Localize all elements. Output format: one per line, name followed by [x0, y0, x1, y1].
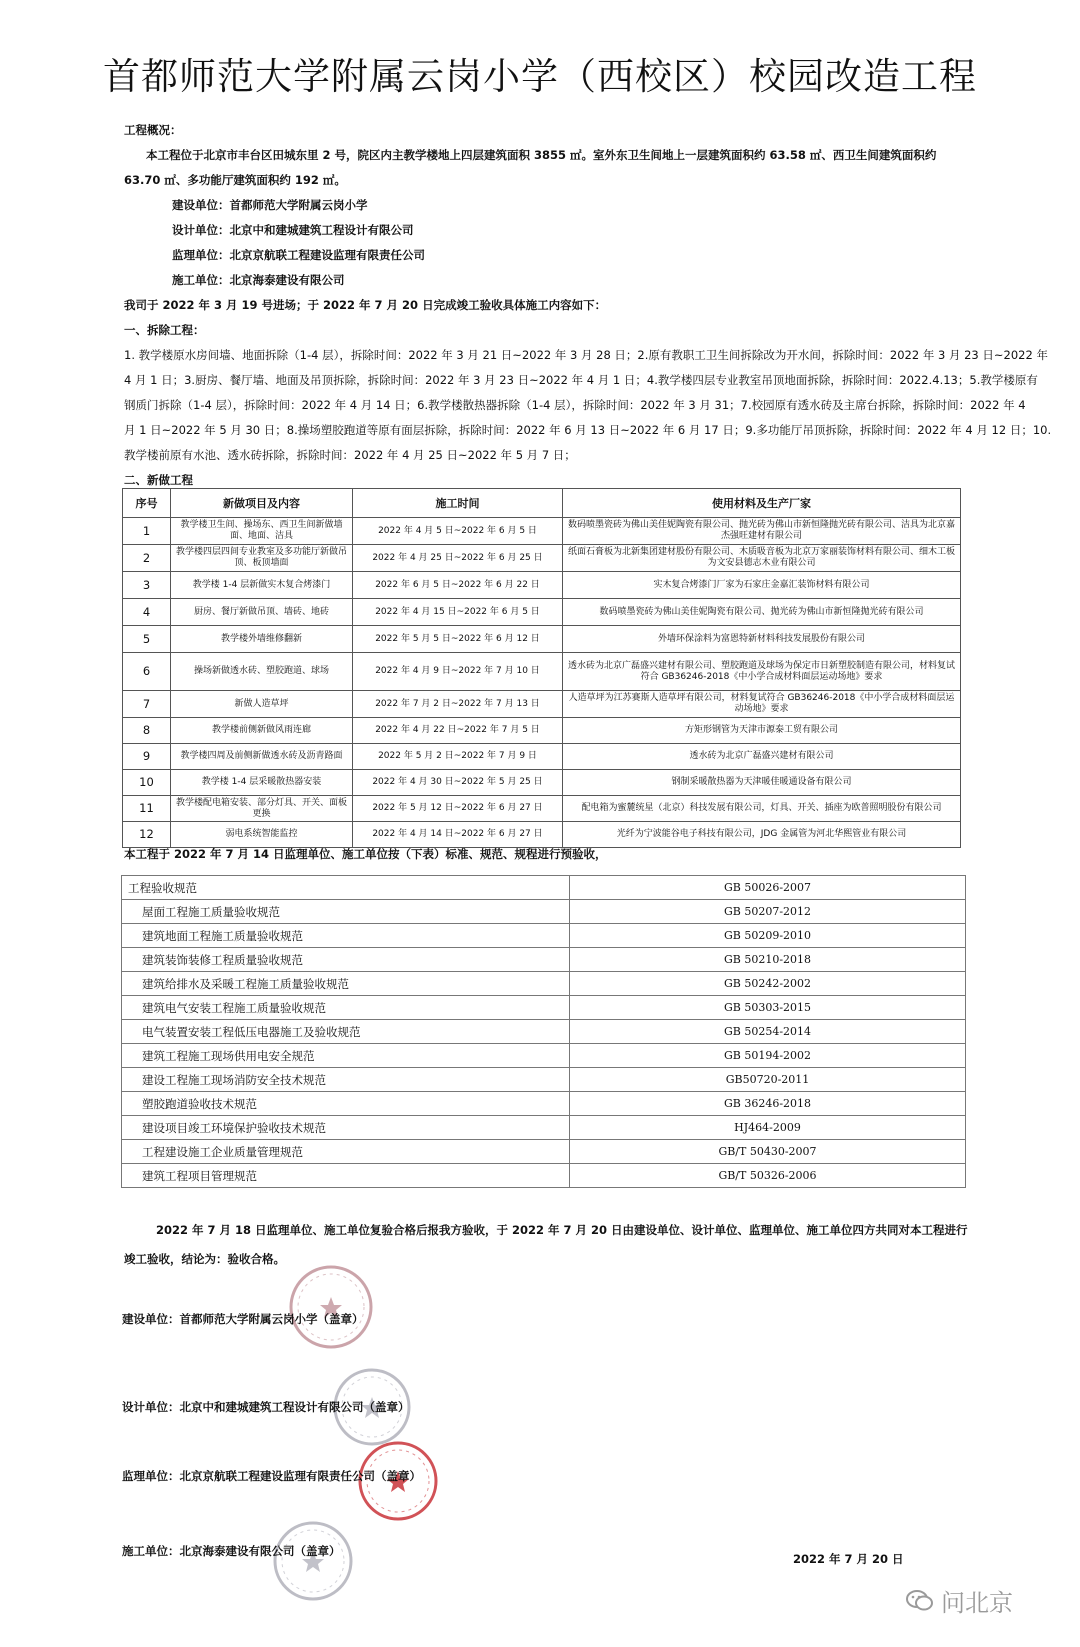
- standard-name: 建筑电气安装工程施工质量验收规范: [122, 996, 570, 1020]
- row-item: 新做人造草坪: [171, 691, 353, 718]
- row-time: 2022 年 4 月 9 日~2022 年 7 月 10 日: [353, 653, 563, 691]
- demolition-line: 1. 教学楼原水房间墙、地面拆除（1-4 层），拆除时间：2022 年 3 月 21 日~2022 年 3 月 28 日；2.原有教职工卫生间拆除改为开水间，拆除时间：2022 年 3 月 23 日~2022 年: [124, 348, 1048, 362]
- row-item: 教学楼卫生间、操场东、西卫生间新做墙面、地面、洁具: [171, 518, 353, 545]
- standard-name: 工程建设施工企业质量管理规范: [122, 1140, 570, 1164]
- new-works-table: [122, 488, 961, 848]
- table-row: [122, 1092, 966, 1116]
- row-material: 钢制采暖散热器为天津暖佳暖通设备有限公司: [563, 770, 961, 796]
- signature-construction-unit: 建设单位：首都师范大学附属云岗小学（盖章）: [122, 1312, 364, 1326]
- row-time: 2022 年 7 月 2 日~2022 年 7 月 13 日: [353, 691, 563, 718]
- row-item: 教学楼四周及前侧新做透水砖及沥青路面: [171, 744, 353, 770]
- standard-code: GB 50303-2015: [570, 996, 966, 1020]
- row-item: 教学楼配电箱安装、部分灯具、开关、面板更换: [171, 796, 353, 822]
- standard-name: 建设项目竣工环境保护验收技术规范: [122, 1116, 570, 1140]
- row-material: 人造草坪为江苏赛斯人造草坪有限公司，材料复试符合 GB36246-2018《中小学合成材料面层运动场地》要求: [563, 691, 961, 718]
- document-title: 首都师范大学附属云岗小学（西校区）校园改造工程: [103, 55, 977, 98]
- row-time: 2022 年 4 月 15 日~2022 年 6 月 5 日: [353, 599, 563, 626]
- standard-code: GB 50026-2007: [570, 876, 966, 900]
- row-material: 数码喷墨瓷砖为佛山美佳妮陶瓷有限公司、抛光砖为佛山市新恒隆抛光砖有限公司、洁具为北京嘉杰强旺建材有限公司: [563, 518, 961, 545]
- row-item: 教学楼外墙维修翻新: [171, 626, 353, 653]
- standard-code: GB/T 50430-2007: [570, 1140, 966, 1164]
- row-time: 2022 年 4 月 14 日~2022 年 6 月 27 日: [353, 822, 563, 848]
- row-time: 2022 年 4 月 5 日~2022 年 6 月 5 日: [353, 518, 563, 545]
- schedule-line: 我司于 2022 年 3 月 19 号进场；于 2022 年 7 月 20 日完成竣工验收具体施工内容如下：: [124, 298, 607, 312]
- table-row: [123, 653, 961, 691]
- row-no: 4: [123, 599, 171, 626]
- row-item: 教学楼 1-4 层新做实木复合烤漆门: [171, 572, 353, 599]
- column-header-material: 使用材料及生产厂家: [563, 489, 961, 518]
- table-row: [123, 744, 961, 770]
- overview-paragraph-2: 63.70 ㎡、多功能厅建筑面积约 192 ㎡。: [124, 173, 346, 187]
- overview-heading: 工程概况：: [124, 123, 182, 137]
- column-header-no: 序号: [123, 489, 171, 518]
- row-time: 2022 年 5 月 2 日~2022 年 7 月 9 日: [353, 744, 563, 770]
- table-row: [122, 900, 966, 924]
- construction-unit-seal-icon: [286, 1262, 376, 1352]
- row-no: 5: [123, 626, 171, 653]
- demolition-line: 月 1 日~2022 年 5 月 30 日；8.操场塑胶跑道等原有面层拆除，拆除时间：2022 年 6 月 13 日~2022 年 6 月 17 日；9.多功能厅吊顶拆除，拆除时间：2022 年 4 月 12 日；10.: [124, 423, 1052, 437]
- contractor-seal-icon: [270, 1518, 356, 1604]
- table-row: [123, 718, 961, 744]
- table-row: [122, 1140, 966, 1164]
- row-material: 数码喷墨瓷砖为佛山美佳妮陶瓷有限公司、抛光砖为佛山市新恒隆抛光砖有限公司: [563, 599, 961, 626]
- signature-supervision-unit: 监理单位：北京京航联工程建设监理有限责任公司（盖章）: [122, 1469, 421, 1483]
- standard-name: 电气装置安装工程低压电器施工及验收规范: [122, 1020, 570, 1044]
- table-row: [122, 1020, 966, 1044]
- signature-contractor: 施工单位：北京海泰建设有限公司（盖章）: [122, 1544, 341, 1558]
- row-no: 6: [123, 653, 171, 691]
- wechat-icon: [905, 1588, 935, 1614]
- row-no: 2: [123, 545, 171, 572]
- column-header-time: 施工时间: [353, 489, 563, 518]
- table-row: [123, 691, 961, 718]
- standard-code: GB 50207-2012: [570, 900, 966, 924]
- row-no: 7: [123, 691, 171, 718]
- standard-name: 建筑工程施工现场供用电安全规范: [122, 1044, 570, 1068]
- row-no: 9: [123, 744, 171, 770]
- overview-section: [124, 118, 1052, 493]
- unit-supervision: 监理单位：北京京航联工程建设监理有限责任公司: [172, 248, 425, 262]
- table-header-row: [123, 489, 961, 518]
- table-row: [123, 796, 961, 822]
- standard-code: GB/T 50326-2006: [570, 1164, 966, 1188]
- table-row: [123, 822, 961, 848]
- row-material: 透水砖为北京广磊盛兴建材有限公司: [563, 744, 961, 770]
- row-item: 厨房、餐厅新做吊顶、墙砖、地砖: [171, 599, 353, 626]
- standard-code: HJ464-2009: [570, 1116, 966, 1140]
- demolition-heading: 一、拆除工程：: [124, 323, 205, 337]
- row-no: 3: [123, 572, 171, 599]
- signature-design-unit: 设计单位：北京中和建城建筑工程设计有限公司（盖章）: [122, 1400, 410, 1414]
- row-time: 2022 年 6 月 5 日~2022 年 6 月 22 日: [353, 572, 563, 599]
- column-header-item: 新做项目及内容: [171, 489, 353, 518]
- row-item: 教学楼前侧新做风雨连廊: [171, 718, 353, 744]
- table-row: [122, 876, 966, 900]
- standard-code: GB50720-2011: [570, 1068, 966, 1092]
- row-item: 弱电系统智能监控: [171, 822, 353, 848]
- conclusion-line: 竣工验收，结论为：验收合格。: [124, 1252, 285, 1266]
- row-time: 2022 年 4 月 22 日~2022 年 7 月 5 日: [353, 718, 563, 744]
- demolition-line: 钢质门拆除（1-4 层），拆除时间：2022 年 4 月 14 日；6.教学楼散热器拆除（1-4 层），拆除时间：2022 年 3 月 31；7.校园原有透水砖及主席台拆除，拆除时间：2022 年 4: [124, 398, 1026, 412]
- row-item: 教学楼四层四间专业教室及多功能厅新做吊顶、板顶墙面: [171, 545, 353, 572]
- standard-code: GB 50209-2010: [570, 924, 966, 948]
- unit-construction: 建设单位：首都师范大学附属云岗小学: [172, 198, 368, 212]
- conclusion-line: 2022 年 7 月 18 日监理单位、施工单位复验合格后报我方验收，于 2022 年 7 月 20 日由建设单位、设计单位、监理单位、施工单位四方共同对本工程进行: [156, 1223, 968, 1237]
- row-material: 光纤为宁波能谷电子科技有限公司，JDG 金属管为河北华熙管业有限公司: [563, 822, 961, 848]
- standard-code: GB 50254-2014: [570, 1020, 966, 1044]
- row-material: 外墙环保涂料为富恩特新材料科技发展股份有限公司: [563, 626, 961, 653]
- table-row: [122, 1116, 966, 1140]
- row-material: 纸面石膏板为北新集团建材股份有限公司、木质吸音板为北京万家丽装饰材料有限公司、细木工板为文安县德志木业有限公司: [563, 545, 961, 572]
- table-row: [123, 599, 961, 626]
- row-material: 实木复合烤漆门厂家为石家庄金嘉汇装饰材料有限公司: [563, 572, 961, 599]
- standard-name: 建筑地面工程施工质量验收规范: [122, 924, 570, 948]
- table-row: [123, 626, 961, 653]
- row-no: 8: [123, 718, 171, 744]
- row-material: 方矩形钢管为天津市源泰工贸有限公司: [563, 718, 961, 744]
- overview-paragraph-1: 本工程位于北京市丰台区田城东里 2 号，院区内主教学楼地上四层建筑面积 3855 ㎡。室外东卫生间地上一层建筑面积约 63.58 ㎡、西卫生间建筑面积约: [146, 148, 937, 162]
- table-row: [122, 1164, 966, 1188]
- standard-name: 建筑工程项目管理规范: [122, 1164, 570, 1188]
- row-no: 12: [123, 822, 171, 848]
- standard-code: GB 50194-2002: [570, 1044, 966, 1068]
- standards-table: [121, 875, 966, 1188]
- demolition-line: 教学楼前原有水池、透水砖拆除，拆除时间：2022 年 4 月 25 日~2022 年 5 月 7 日；: [124, 448, 576, 462]
- standard-name: 建设工程施工现场消防安全技术规范: [122, 1068, 570, 1092]
- row-time: 2022 年 4 月 30 日~2022 年 5 月 25 日: [353, 770, 563, 796]
- row-material: 透水砖为北京广磊盛兴建材有限公司、塑胶跑道及球场为保定市日新塑胶制造有限公司，材料复试符合 GB36246-2018《中小学合成材料面层运动场地》要求: [563, 653, 961, 691]
- row-time: 2022 年 4 月 25 日~2022 年 6 月 25 日: [353, 545, 563, 572]
- row-time: 2022 年 5 月 12 日~2022 年 6 月 27 日: [353, 796, 563, 822]
- row-no: 10: [123, 770, 171, 796]
- table-row: [122, 972, 966, 996]
- unit-contractor: 施工单位：北京海泰建设有限公司: [172, 273, 345, 287]
- watermark-text: 问北京: [941, 1589, 1013, 1617]
- demolition-line: 4 月 1 日；3.厨房、餐厅墙、地面及吊顶拆除，拆除时间：2022 年 3 月 23 日~2022 年 4 月 1 日；4.教学楼四层专业教室吊顶地面拆除，拆除时间：2022.4.13；5.教学楼原有: [124, 373, 1038, 387]
- document-date: 2022 年 7 月 20 日: [793, 1552, 904, 1566]
- table-row: [122, 948, 966, 972]
- table-row: [123, 770, 961, 796]
- row-item: 教学楼 1-4 层采暖散热器安装: [171, 770, 353, 796]
- table-row: [123, 518, 961, 545]
- row-time: 2022 年 5 月 5 日~2022 年 6 月 12 日: [353, 626, 563, 653]
- standard-code: GB 36246-2018: [570, 1092, 966, 1116]
- table-row: [122, 1044, 966, 1068]
- table-row: [122, 996, 966, 1020]
- row-no: 1: [123, 518, 171, 545]
- standard-name: 工程验收规范: [122, 876, 570, 900]
- standard-code: GB 50210-2018: [570, 948, 966, 972]
- new-works-heading: 二、新做工程: [124, 473, 193, 487]
- row-item: 操场新做透水砖、塑胶跑道、球场: [171, 653, 353, 691]
- standard-name: 建筑给排水及采暖工程施工质量验收规范: [122, 972, 570, 996]
- row-material: 配电箱为蜜麓统星（北京）科技发展有限公司，灯具、开关、插座为欧普照明股份有限公司: [563, 796, 961, 822]
- table-row: [123, 545, 961, 572]
- table-row: [123, 572, 961, 599]
- watermark: [905, 1583, 1013, 1618]
- standard-name: 建筑装饰装修工程质量验收规范: [122, 948, 570, 972]
- standard-name: 屋面工程施工质量验收规范: [122, 900, 570, 924]
- pre-acceptance-line: 本工程于 2022 年 7 月 14 日监理单位、施工单位按（下表）标准、规范、规程进行预验收，: [124, 847, 607, 861]
- conclusion-paragraph: [124, 1216, 970, 1274]
- row-no: 11: [123, 796, 171, 822]
- standard-code: GB 50242-2002: [570, 972, 966, 996]
- standard-name: 塑胶跑道验收技术规范: [122, 1092, 570, 1116]
- table-row: [122, 924, 966, 948]
- unit-design: 设计单位：北京中和建城建筑工程设计有限公司: [172, 223, 414, 237]
- table-row: [122, 1068, 966, 1092]
